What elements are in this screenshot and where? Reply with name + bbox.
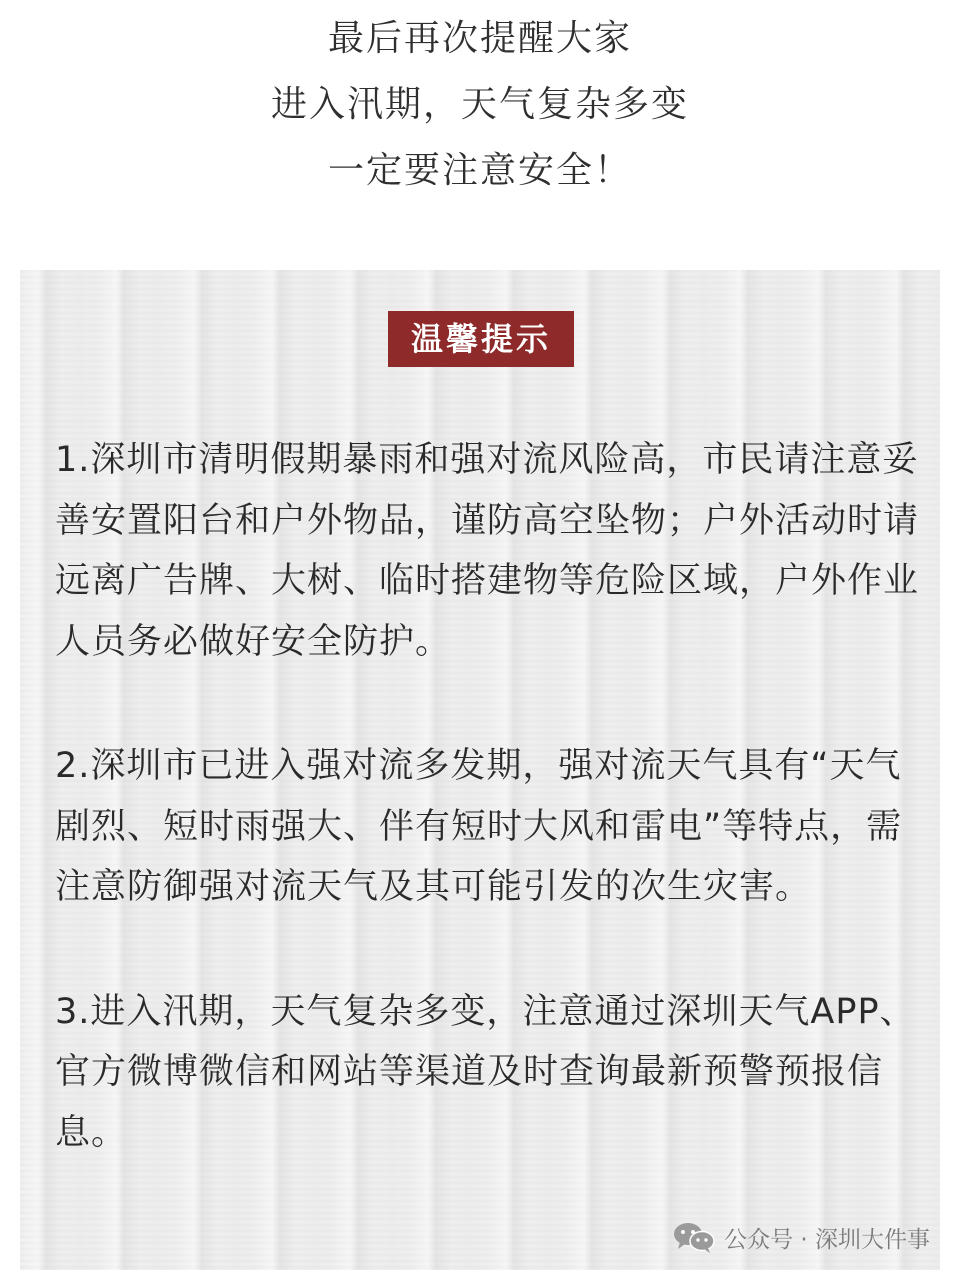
notice-list (55, 430, 925, 1227)
intro-line-3: 一定要注意安全！ (327, 150, 632, 191)
notice-badge: 温馨提示 (388, 311, 574, 367)
intro-line-2: 进入汛期，天气复杂多变 (270, 84, 689, 125)
intro-line-1: 最后再次提醒大家 (327, 18, 632, 59)
notice-item-3: 3.进入汛期，天气复杂多变，注意通过深圳天气APP、官方微博微信和网站等渠道及时查询最新预警预报信息。 (55, 991, 916, 1153)
notice-item-2: 2.深圳市已进入强对流多发期，强对流天气具有“天气剧烈、短时雨强大、伴有短时大风和雷电”等特点，需注意防御强对流天气及其可能引发的次生灾害。 (55, 746, 903, 907)
notice-item-1: 1.深圳市清明假期暴雨和强对流风险高，市民请注意妥善安置阳台和户外物品，谨防高空坠物；户外活动时请远离广告牌、大树、临时搭建物等危险区域，户外作业人员务必做好安全防护。 (55, 440, 920, 662)
notice-panel (20, 270, 940, 1270)
wechat-icon (672, 1220, 716, 1254)
source-label: 公众号 · 深圳大件事 (724, 1226, 930, 1253)
source-watermark (672, 1217, 930, 1257)
intro-block (0, 0, 960, 204)
